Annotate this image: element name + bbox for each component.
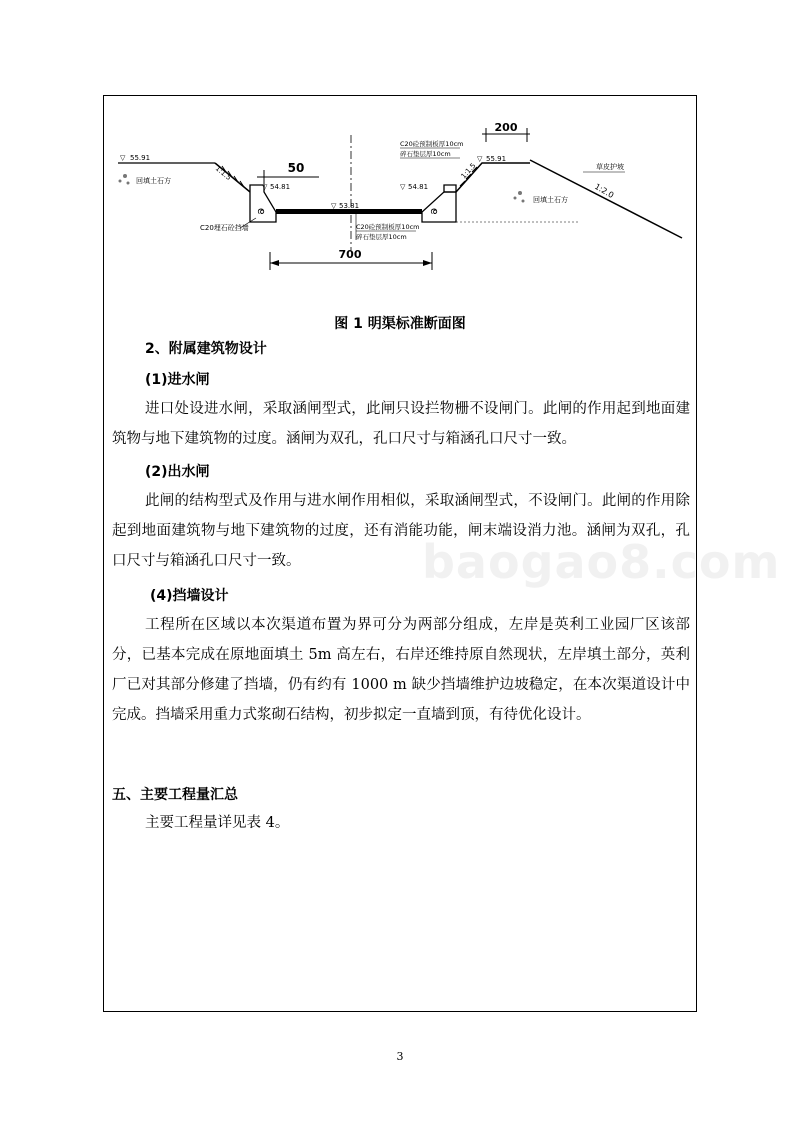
figure-caption: 图 1 明渠标准断面图 (334, 316, 466, 332)
section-5-heading: 五、主要工程量汇总 (112, 787, 238, 803)
wall-note-label: C20埋石砼挡墙 (200, 224, 249, 232)
left-wall-stone-icon: ര (257, 206, 265, 217)
section-2-4-heading: (4)挡墙设计 (150, 588, 229, 604)
section-2-1-paragraph: 进口处设进水闸，采取涵闸型式，此闸只设拦物栅不设闸门。此闸的作用起到地面建筑物与地下建筑物的过度。涵闸为双孔，孔口尺寸与箱涵孔口尺寸一致。 (112, 401, 690, 447)
soil-right-label: 回填土石方 (533, 196, 568, 204)
lining-top-line1: C20砼预制板厚10cm (400, 140, 464, 148)
elev-right-label: 55.91 (486, 155, 507, 163)
elev-ledge-right-label: 54.81 (408, 183, 429, 191)
right-wall-stone-icon: ര (430, 206, 438, 217)
svg-text:▽: ▽ (400, 183, 406, 191)
section-2-2-heading: (2)出水闸 (145, 464, 210, 480)
section-2-4-paragraph: 工程所在区域以本次渠道布置为界可分为两部分组成，左岸是英利工业园厂区该部分，已基本完成在原地面填土 5m 高左右，右岸还维持原自然现状，左岸填土部分，英利厂已对其部分修建了挡墙，仍有约有 1000 m 缺少挡墙维护边坡稳定，在本次渠道设计中完成。挡墙采用重力式浆砌石结构，初步拟定一直墙到顶，有待优化设计。 (112, 617, 690, 723)
svg-text:▽: ▽ (477, 155, 483, 163)
slope-right-outer-label: 1:2.0 (593, 181, 616, 200)
elev-bottom-label: 53.81 (339, 202, 360, 210)
watermark: baogao8.com (422, 535, 781, 589)
dim-50-label: 50 (287, 161, 305, 175)
section-2-heading: 2、附属建筑物设计 (145, 341, 267, 357)
svg-text:▽: ▽ (120, 154, 126, 162)
section-5-paragraph: 主要工程量详见表 4。 (145, 815, 290, 831)
page-number: 3 (396, 1050, 404, 1063)
svg-text:▽: ▽ (262, 183, 268, 191)
grass-slope-label: 草皮护坡 (596, 163, 624, 171)
section-2-1-heading: (1)进水闸 (145, 372, 210, 388)
lining-bottom-line1: C20砼预制板厚10cm (356, 223, 420, 231)
elev-ledge-left-label: 54.81 (270, 183, 291, 191)
slope-left-label: 1:1.5 (213, 164, 233, 183)
elev-left-label: 55.91 (130, 154, 151, 162)
lining-bottom-line2: 碎石垫层厚10cm (356, 233, 407, 241)
slope-right-inner-label: 1:1.5 (459, 161, 478, 181)
soil-left-label: 回填土石方 (136, 177, 171, 185)
right-inner-slope (444, 163, 530, 192)
svg-text:▽: ▽ (331, 202, 337, 210)
canal-cross-section-figure (104, 112, 696, 292)
section-2-2-paragraph: 此闸的结构型式及作用与进水闸作用相似，采取涵闸型式，不设闸门。此闸的作用除起到地面建筑物与地下建筑物的过度，还有消能功能，闸末端设消力池。涵闸为双孔，孔口尺寸与箱涵孔口尺寸一致。 (112, 493, 690, 569)
dim-200-label: 200 (494, 121, 518, 134)
dim-700-label: 700 (338, 248, 362, 261)
lining-top-line2: 碎石垫层厚10cm (400, 150, 451, 158)
